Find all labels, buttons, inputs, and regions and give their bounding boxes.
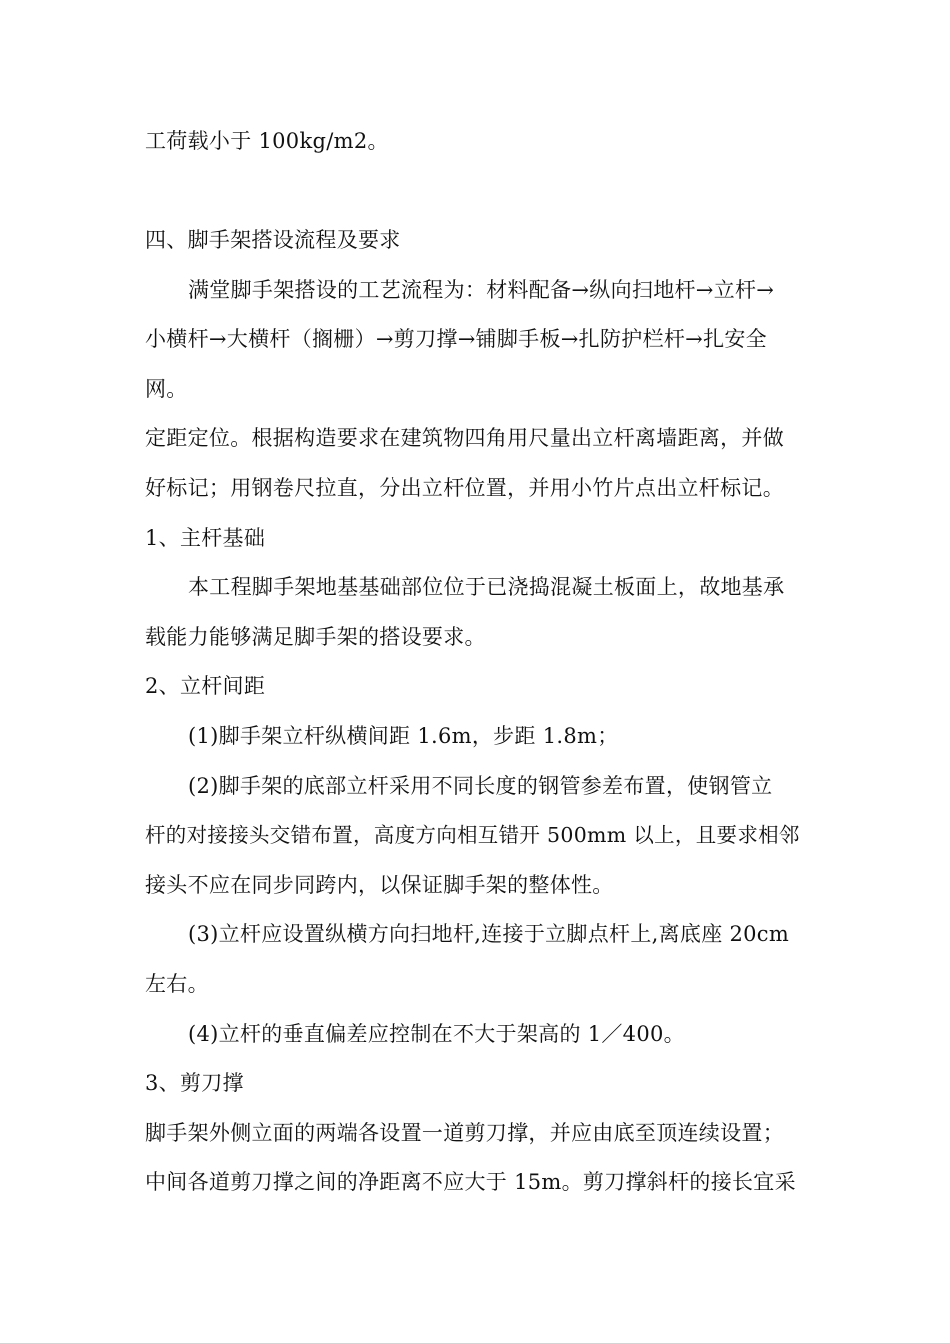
list-item-line: (4)立杆的垂直偏差应控制在不大于架高的 1／400。 (188, 1022, 685, 1046)
paragraph-line: 脚手架外侧立面的两端各设置一道剪刀撑，并应由底至顶连续设置； (145, 1121, 784, 1145)
list-item-line: 杆的对接接头交错布置，高度方向相互错开 500mm 以上，且要求相邻 (145, 823, 800, 847)
paragraph-line: 好标记；用钢卷尺拉直，分出立杆位置，并用小竹片点出立杆标记。 (145, 476, 784, 500)
list-item-line: (1)脚手架立杆纵横间距 1.6m，步距 1.8m； (188, 724, 619, 748)
list-item-line: 左右。 (145, 972, 209, 996)
paragraph-line: 本工程脚手架地基基础部位位于已浇捣混凝土板面上，故地基承 (188, 575, 785, 599)
subsection-heading: 3、剪刀撑 (145, 1071, 244, 1095)
section-heading: 四、脚手架搭设流程及要求 (145, 228, 401, 252)
subsection-heading: 2、立杆间距 (145, 674, 266, 698)
paragraph-line: 中间各道剪刀撑之间的净距离不应大于 15m。剪刀撑斜杆的接长宜采 (145, 1170, 796, 1194)
paragraph-line: 网。 (145, 377, 188, 401)
list-item-line: (2)脚手架的底部立杆采用不同长度的钢管参差布置，使钢管立 (188, 774, 773, 798)
paragraph-line: 满堂脚手架搭设的工艺流程为：材料配备→纵向扫地杆→立杆→ (188, 278, 775, 302)
paragraph-line: 小横杆→大横杆（搁栅）→剪刀撑→铺脚手板→扎防护栏杆→扎安全 (145, 327, 767, 351)
subsection-heading: 1、主杆基础 (145, 526, 266, 550)
paragraph-line: 载能力能够满足脚手架的搭设要求。 (145, 625, 486, 649)
text-line: 工荷载小于 100kg/m2。 (145, 129, 389, 153)
paragraph-line: 定距定位。根据构造要求在建筑物四角用尺量出立杆离墙距离，并做 (145, 426, 784, 450)
list-item-line: (3)立杆应设置纵横方向扫地杆,连接于立脚点杆上,离底座 20cm (188, 922, 790, 946)
list-item-line: 接头不应在同步同跨内，以保证脚手架的整体性。 (145, 873, 614, 897)
